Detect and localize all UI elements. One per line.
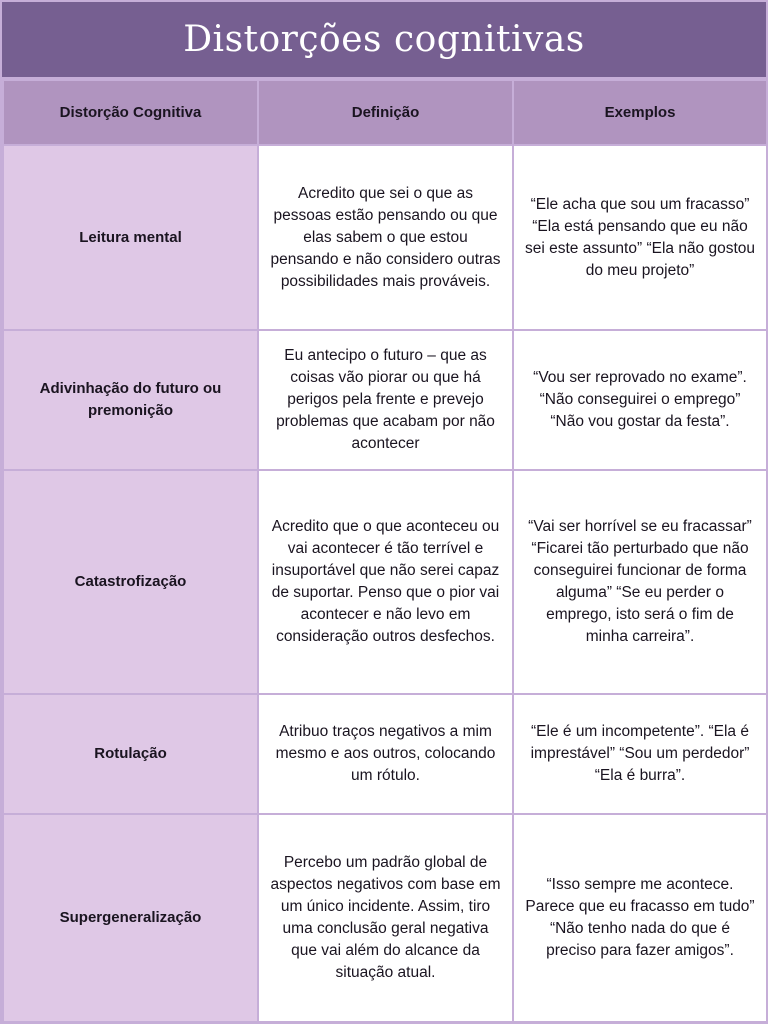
document <box>2 2 766 1022</box>
table-row <box>3 694 767 814</box>
distortion-name: Adivinhação do futuro ou premonição <box>3 330 258 470</box>
distortion-examples: “Isso sempre me acontece. Parece que eu fracasso em tudo” “Não tenho nada do que é preciso para fazer amigos”. <box>513 814 767 1022</box>
table-row <box>3 814 767 1022</box>
distortion-definition: Eu antecipo o futuro – que as coisas vão piorar ou que há perigos pela frente e prevejo problemas que acabam por não acontecer <box>258 330 513 470</box>
page-title: Distorções cognitivas <box>2 2 766 79</box>
distortion-examples: “Ele acha que sou um fracasso” “Ela está pensando que eu não sei este assunto” “Ela não gostou do meu projeto” <box>513 145 767 330</box>
distortion-examples: “Ele é um incompetente”. “Ela é imprestável” “Sou um perdedor” “Ela é burra”. <box>513 694 767 814</box>
distortion-examples: “Vai ser horrível se eu fracassar” “Ficarei tão perturbado que não conseguirei funcionar de forma alguma” “Se eu perder o emprego, isto será o fim de minha carreira”. <box>513 470 767 694</box>
distortion-name: Leitura mental <box>3 145 258 330</box>
distortions-table <box>2 79 768 1023</box>
header-definition: Definição <box>258 80 513 145</box>
distortion-name: Catastrofização <box>3 470 258 694</box>
table-row <box>3 330 767 470</box>
distortion-definition: Percebo um padrão global de aspectos negativos com base em um único incidente. Assim, tiro uma conclusão geral negativa que vai além do alcance da situação atual. <box>258 814 513 1022</box>
table-row <box>3 145 767 330</box>
distortion-name: Rotulação <box>3 694 258 814</box>
table-header-row <box>3 80 767 145</box>
table-row <box>3 470 767 694</box>
distortion-definition: Acredito que o que aconteceu ou vai acontecer é tão terrível e insuportável que não serei capaz de suportar. Penso que o pior vai acontecer e não levo em consideração outros desfechos. <box>258 470 513 694</box>
header-examples: Exemplos <box>513 80 767 145</box>
distortion-examples: “Vou ser reprovado no exame”. “Não conseguirei o emprego” “Não vou gostar da festa”. <box>513 330 767 470</box>
distortion-definition: Atribuo traços negativos a mim mesmo e aos outros, colocando um rótulo. <box>258 694 513 814</box>
distortion-definition: Acredito que sei o que as pessoas estão pensando ou que elas sabem o que estou pensando e não considero outras possibilidades mais prováveis. <box>258 145 513 330</box>
header-distortion: Distorção Cognitiva <box>3 80 258 145</box>
distortion-name: Supergeneralização <box>3 814 258 1022</box>
